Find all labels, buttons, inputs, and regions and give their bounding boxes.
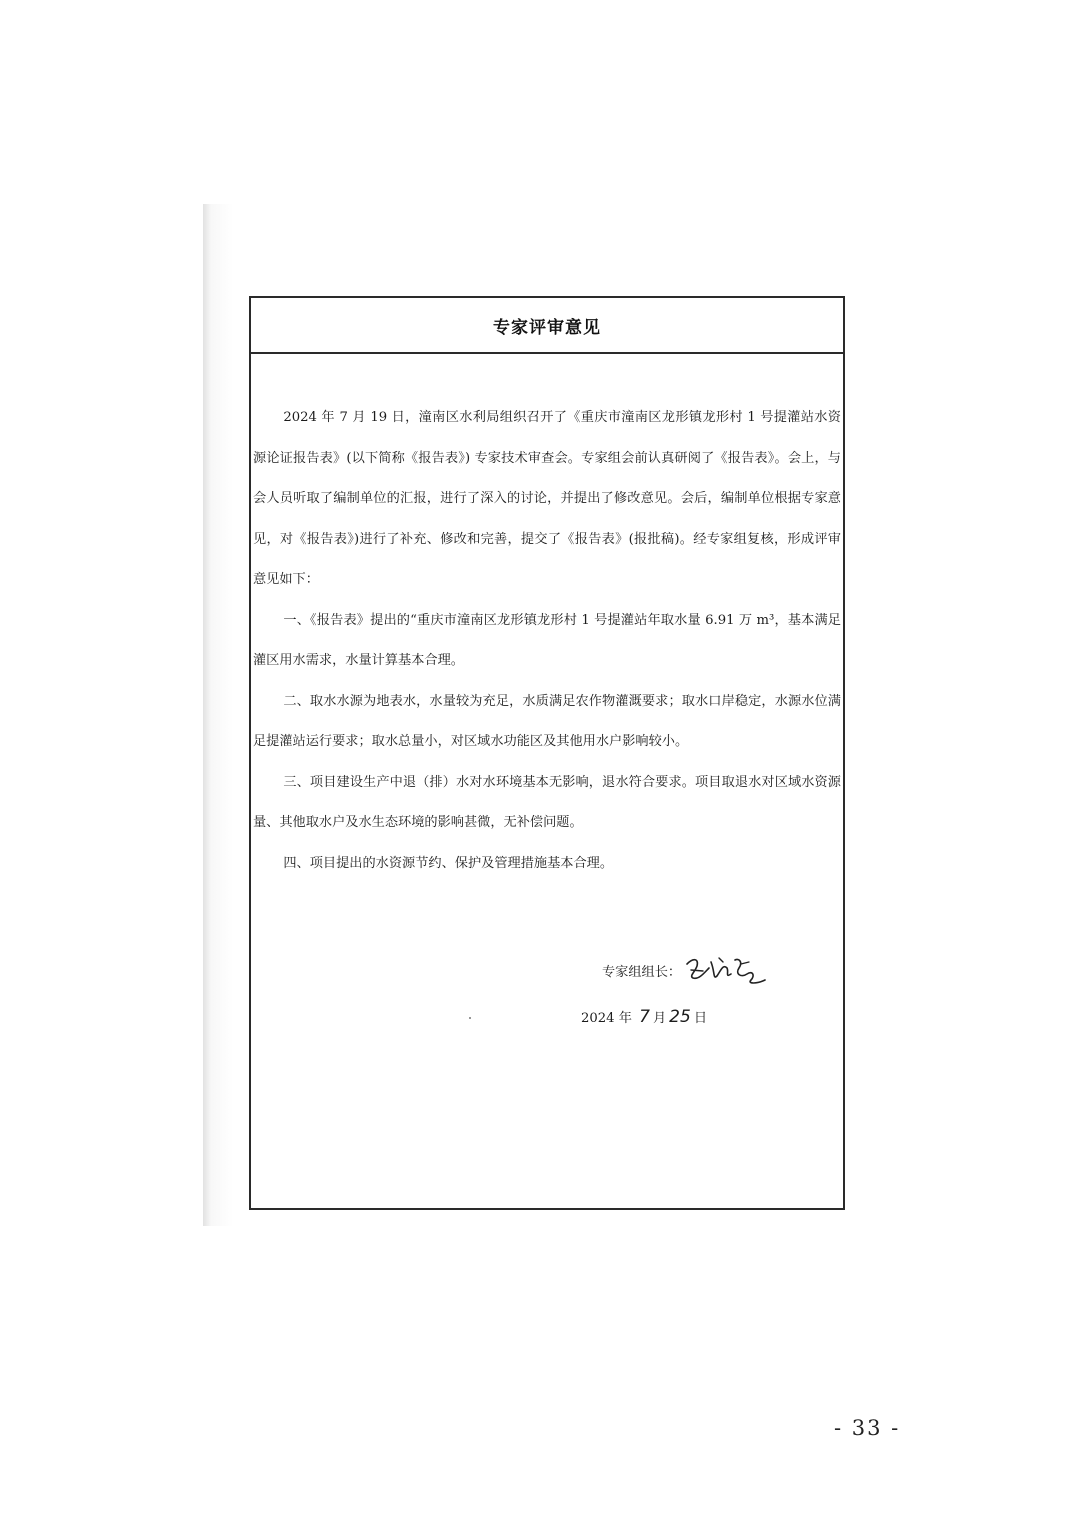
group-leader-label: 专家组组长：	[602, 965, 682, 980]
opinion-paragraph-4: 四、项目提出的水资源节约、保护及管理措施基本合理。	[283, 855, 614, 871]
handwritten-signature	[683, 950, 769, 990]
signature-date	[581, 1006, 707, 1030]
scan-shadow-edge	[203, 204, 211, 1226]
form-title: 专家评审意见	[493, 317, 601, 338]
opinion-paragraph-1: 一、《报告表》提出的“重庆市潼南区龙形镇龙形村 1 号提灌站年取水量 6.91 万 m³，基本满足灌区用水需求，水量计算基本合理。	[253, 612, 841, 668]
date-day-handwritten: 25	[669, 1007, 691, 1027]
date-day-unit: 日	[693, 1011, 707, 1026]
expert-review-form	[249, 296, 845, 1210]
date-month-handwritten: 7	[639, 1007, 650, 1027]
opinion-paragraph-intro: 2024 年 7 月 19 日，潼南区水利局组织召开了《重庆市潼南区龙形镇龙形村 1 号提灌站水资源论证报告表》(以下简称《报告表》) 专家技术审查会。专家组会前认真研阅了《报告表》。会上，与会人员听取了编制单位的汇报，进行了深入的讨论，并提出了修改意见。会后，编制单位根据专家意见，对《报告表》)进行了补充、修改和完善，提交了《报告表》(报批稿)。经专家组复核，形成评审意见如下：	[253, 410, 841, 587]
date-year-unit: 年	[618, 1011, 632, 1026]
date-year: 2024	[581, 1011, 615, 1026]
page-number: - 33 -	[834, 1416, 901, 1440]
opinion-paragraph-2: 二、取水水源为地表水，水量较为充足，水质满足农作物灌溉要求；取水口岸稳定，水源水位满足提灌站运行要求；取水总量小，对区域水功能区及其他用水户影响较小。	[253, 693, 841, 749]
scan-speck	[469, 1017, 471, 1019]
date-month-unit: 月	[652, 1011, 667, 1026]
signature-block	[581, 962, 831, 1052]
form-title-row	[251, 298, 843, 354]
review-opinion-body	[251, 398, 843, 884]
opinion-paragraph-3: 三、项目建设生产中退（排）水对水环境基本无影响，退水符合要求。项目取退水对区域水资源量、其他取水户及水生态环境的影响甚微，无补偿问题。	[253, 774, 841, 830]
